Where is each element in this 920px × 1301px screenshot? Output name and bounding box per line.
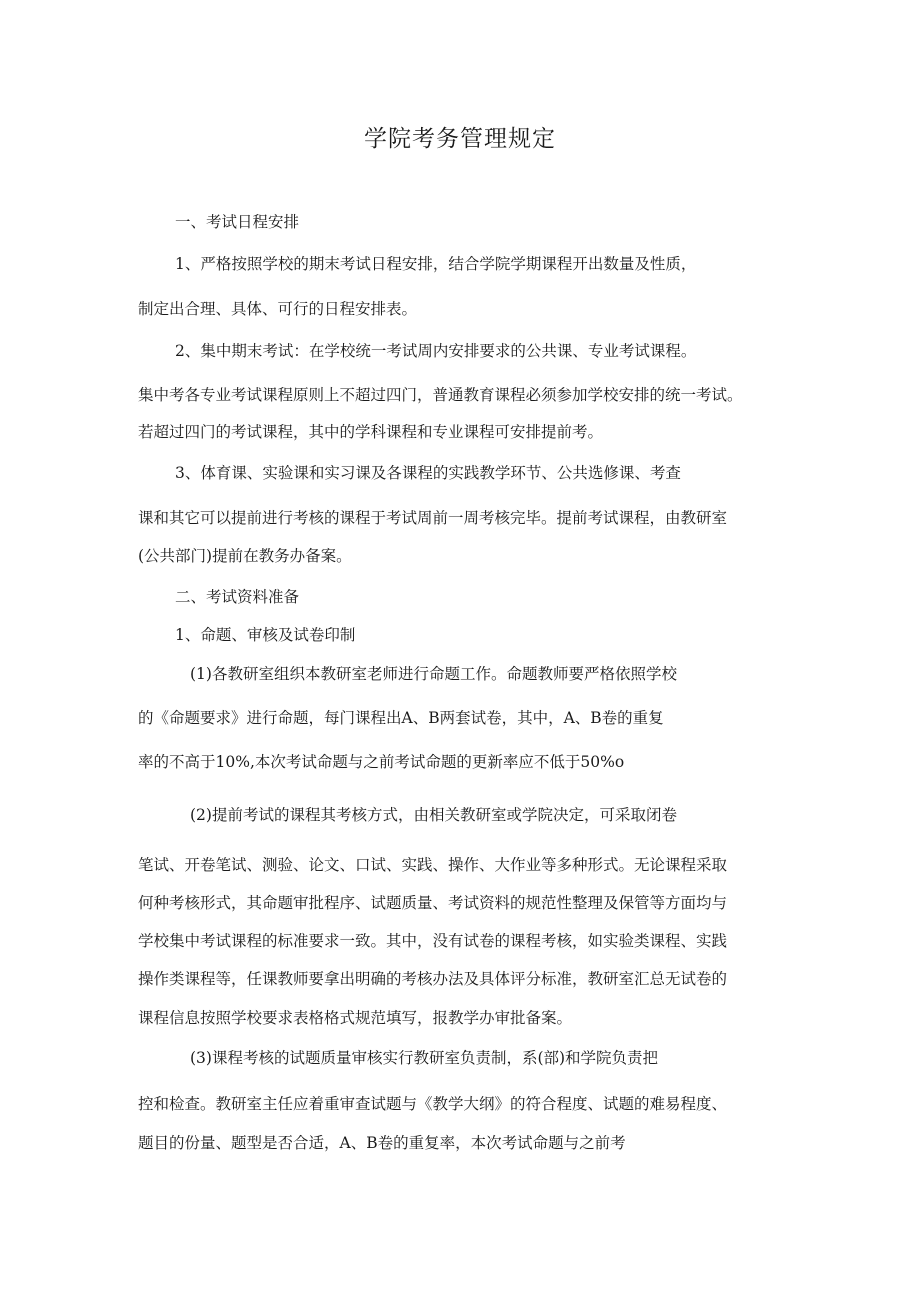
- paragraph-line: 的《命题要求》进行命题，每门课程出A、B两套试卷，其中，A、B卷的重复: [138, 709, 664, 727]
- paragraph-line: 3、体育课、实验课和实习课及各课程的实践教学环节、公共选修课、考查: [175, 464, 681, 482]
- paragraph-line: 课程信息按照学校要求表格格式规范填写，报教学办审批备案。: [138, 1009, 573, 1027]
- paragraph-line: 2、集中期末考试：在学校统一考试周内安排要求的公共课、专业考试课程。: [175, 342, 697, 360]
- paragraph-line: 控和检查。教研室主任应着重审查试题与《教学大纲》的符合程度、试题的难易程度、: [138, 1095, 728, 1113]
- paragraph-line: 课和其它可以提前进行考核的课程于考试周前一周考核完毕。提前考试课程，由教研室: [138, 509, 728, 527]
- paragraph-line: (3)课程考核的试题质量审核实行教研室负责制，系(部)和学院负责把: [190, 1049, 659, 1067]
- paragraph-line: 制定出合理、具体、可行的日程安排表。: [138, 300, 418, 318]
- subsection-heading: 1、命题、审核及试卷印制: [175, 626, 356, 644]
- paragraph-line: 学校集中考试课程的标准要求一致。其中，没有试卷的课程考核，如实验类课程、实践: [138, 932, 728, 950]
- section-heading-1: 一、考试日程安排: [175, 213, 300, 231]
- paragraph-line: 若超过四门的考试课程，其中的学科课程和专业课程可安排提前考。: [138, 423, 604, 441]
- paragraph-line: 操作类课程等，任课教师要拿出明确的考核办法及具体评分标准，教研室汇总无试卷的: [138, 970, 728, 988]
- paragraph-line: 率的不高于10%,本次考试命题与之前考试命题的更新率应不低于50%o: [138, 753, 625, 771]
- paragraph-line: 集中考各专业考试课程原则上不超过四门，普通教育课程必须参加学校安排的统一考试。: [138, 386, 743, 404]
- section-heading-2: 二、考试资料准备: [175, 588, 300, 606]
- paragraph-line: 1、严格按照学校的期末考试日程安排，结合学院学期课程开出数量及性质，: [175, 255, 697, 273]
- document-title: 学院考务管理规定: [364, 126, 556, 152]
- paragraph-line: (2)提前考试的课程其考核方式，由相关教研室或学院决定，可采取闭卷: [190, 806, 677, 824]
- paragraph-line: 题目的份量、题型是否合适，A、B卷的重复率，本次考试命题与之前考: [138, 1134, 626, 1152]
- paragraph-line: 笔试、开卷笔试、测验、论文、口试、实践、操作、大作业等多种形式。无论课程采取: [138, 856, 728, 874]
- paragraph-line: 何种考核形式，其命题审批程序、试题质量、考试资料的规范性整理及保管等方面均与: [138, 894, 728, 912]
- paragraph-line: (公共部门)提前在教务办备案。: [138, 547, 352, 565]
- paragraph-line: (1)各教研室组织本教研室老师进行命题工作。命题教师要严格依照学校: [190, 665, 677, 683]
